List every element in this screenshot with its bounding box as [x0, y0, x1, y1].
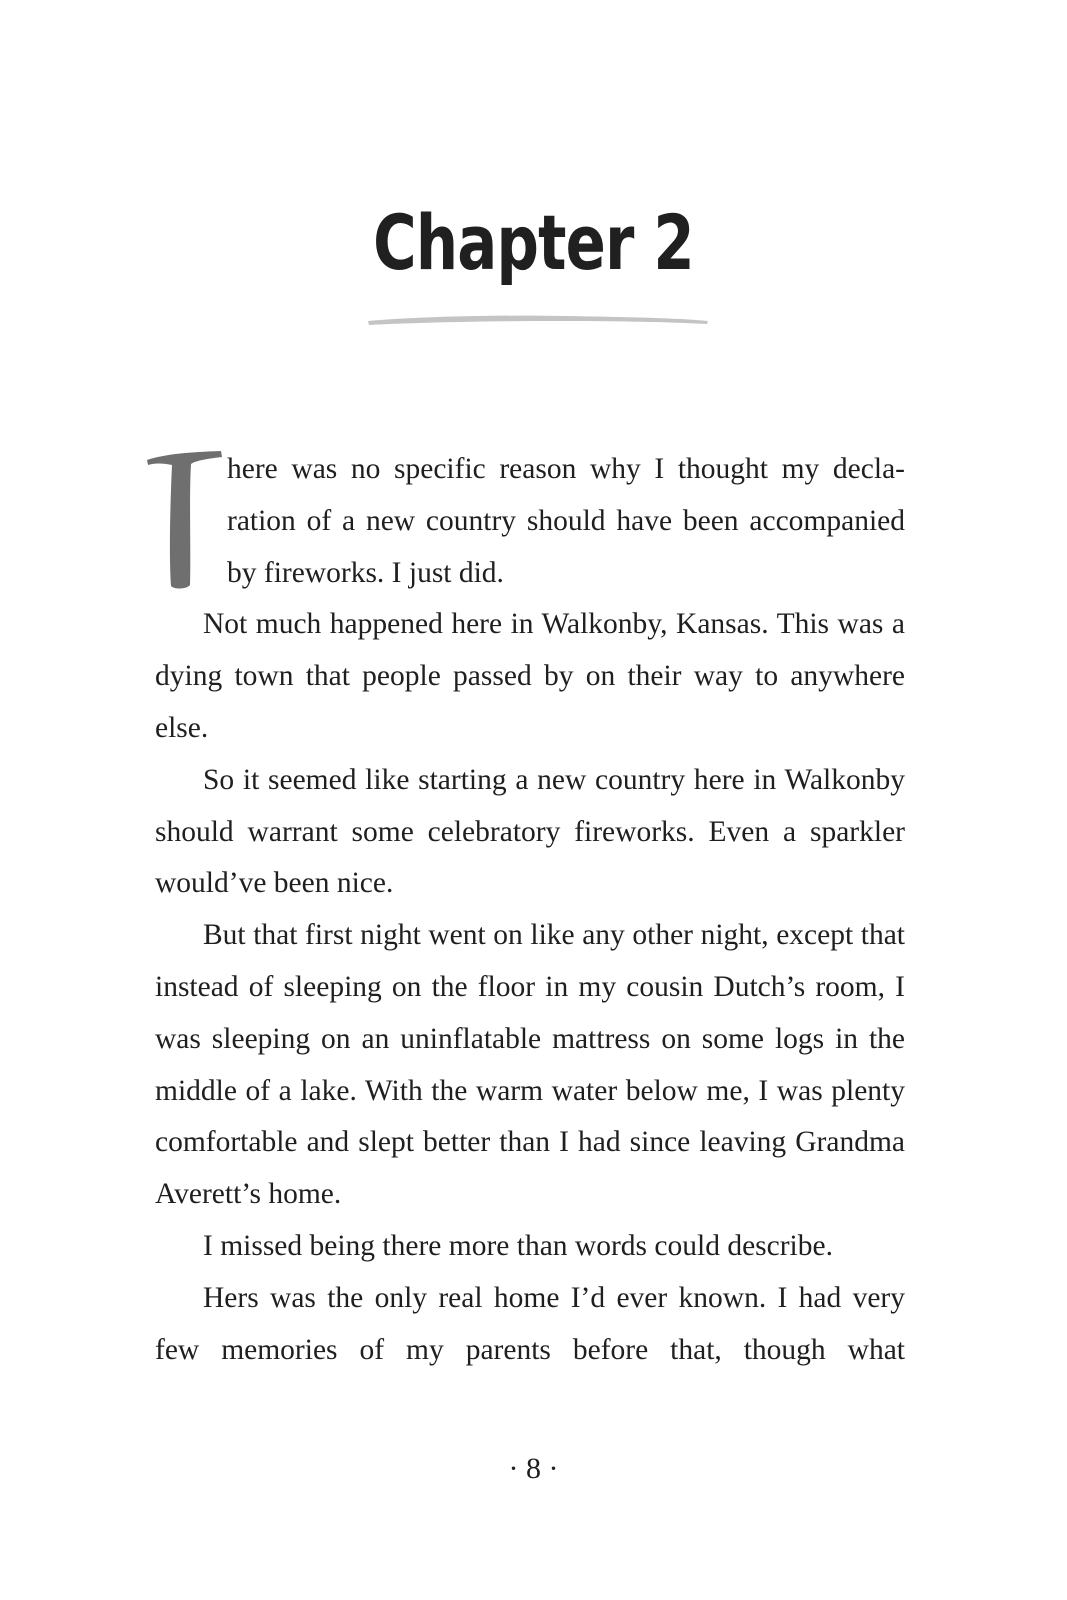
paragraph-2: Not much happened here in Walkonby, Kansas. This was a dying town that people passed by on their way to anywhere else.	[155, 608, 905, 744]
paragraph-3: So it seemed like starting a new country here in Walkonby should warrant some celebratory fireworks. Even a sparkler would’ve been nice.	[155, 763, 905, 900]
drop-cap-t-glyph	[145, 448, 223, 598]
paragraph-1	[155, 444, 905, 599]
paragraph-1-text: here was no specific reason why I thought my declaration of a new country should have been accompanied by fireworks. I just did.	[227, 453, 905, 589]
page-number: · 8 ·	[508, 1452, 559, 1485]
paragraph-4: But that first night went on like any other night, except that instead of sleeping on the floor in my cousin Dutch’s room, I was sleeping on an uninflatable mattress on some logs in the middle of a lake. With the warm water below me, I was plenty comfortable and slept better than I had since leaving Grandma Averett’s home.	[155, 919, 905, 1211]
chapter-title: Chapter 2	[373, 198, 694, 287]
paragraph-6: Hers was the only real home I’d ever known. I had very few memories of my parents before that, though what	[155, 1281, 905, 1366]
paragraph-5: I missed being there more than words could describe.	[203, 1229, 833, 1262]
chapter-body	[155, 444, 905, 1376]
title-underline	[366, 312, 710, 328]
drop-cap	[145, 448, 223, 598]
